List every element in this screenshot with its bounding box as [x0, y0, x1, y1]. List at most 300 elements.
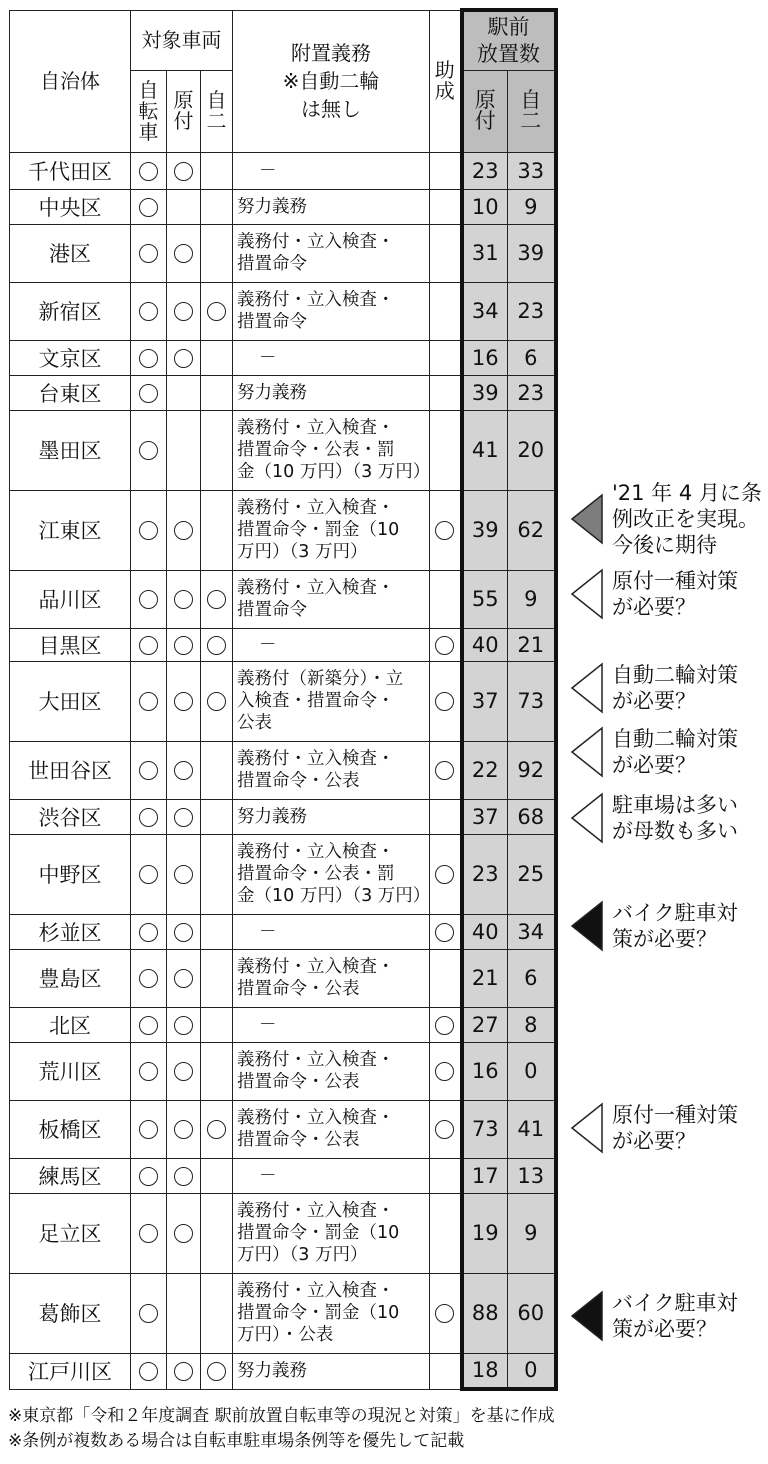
- vehicle-moto-cell: [201, 914, 233, 949]
- annotation-note: [570, 792, 738, 844]
- subsidy-cell: [430, 741, 462, 799]
- abandoned-moped-count: 31: [462, 224, 508, 282]
- abandoned-moto-count: 23: [508, 282, 556, 340]
- duty-text: 努力義務: [233, 375, 430, 410]
- duty-text: 義務付・立入検査・ 措置命令: [233, 282, 430, 340]
- vehicle-bike-cell: [131, 490, 167, 570]
- table-row: [10, 1007, 556, 1042]
- vehicle-moped-cell: [167, 1193, 201, 1273]
- duty-text: 努力義務: [233, 1353, 430, 1389]
- table-row: [10, 1100, 556, 1158]
- vehicle-moped-cell: [167, 570, 201, 628]
- circle-mark-icon: [174, 865, 193, 884]
- vehicle-moto-cell: [201, 375, 233, 410]
- subsidy-cell: [430, 340, 462, 375]
- abandoned-moped-count: 40: [462, 914, 508, 949]
- left-arrow-icon: [570, 480, 604, 558]
- subsidy-cell: [430, 410, 462, 490]
- circle-mark-icon: [139, 1224, 158, 1243]
- circle-mark-icon: [435, 1120, 454, 1139]
- circle-mark-icon: [139, 1120, 158, 1139]
- vehicle-bike-cell: [131, 1193, 167, 1273]
- header-bicycle: 自 転 車: [131, 70, 167, 152]
- table-row: [10, 834, 556, 914]
- circle-mark-icon: [207, 636, 226, 655]
- table-row: [10, 799, 556, 834]
- abandoned-moto-count: 34: [508, 914, 556, 949]
- vehicle-moto-cell: [201, 189, 233, 224]
- circle-mark-icon: [174, 761, 193, 780]
- annotation-note: [570, 568, 738, 620]
- circle-mark-icon: [139, 969, 158, 988]
- vehicle-bike-cell: [131, 152, 167, 189]
- header-motorcycle: 自 二: [201, 70, 233, 152]
- abandoned-moto-count: 6: [508, 949, 556, 1007]
- circle-mark-icon: [139, 1062, 158, 1081]
- circle-mark-icon: [174, 162, 193, 181]
- subsidy-cell: [430, 1007, 462, 1042]
- circle-mark-icon: [207, 302, 226, 321]
- vehicle-bike-cell: [131, 741, 167, 799]
- vehicle-moped-cell: [167, 375, 201, 410]
- circle-mark-icon: [174, 808, 193, 827]
- annotation-note: [570, 1102, 738, 1154]
- abandoned-moped-count: 88: [462, 1273, 508, 1353]
- circle-mark-icon: [139, 1362, 158, 1381]
- vehicle-moped-cell: [167, 949, 201, 1007]
- header-moped: 原 付: [167, 70, 201, 152]
- circle-mark-icon: [174, 1062, 193, 1081]
- abandoned-moto-count: 9: [508, 189, 556, 224]
- table-row: [10, 1273, 556, 1353]
- duty-text: 義務付・立入検査・ 措置命令・罰金（10 万円）・公表: [233, 1273, 430, 1353]
- duty-text: －: [233, 914, 430, 949]
- vehicle-moped-cell: [167, 914, 201, 949]
- table-row: [10, 189, 556, 224]
- abandoned-moto-count: 9: [508, 570, 556, 628]
- table-row: [10, 410, 556, 490]
- left-arrow-icon: [570, 726, 604, 778]
- abandoned-moped-count: 19: [462, 1193, 508, 1273]
- circle-mark-icon: [174, 244, 193, 263]
- circle-mark-icon: [139, 244, 158, 263]
- table-row: [10, 570, 556, 628]
- table-row: [10, 224, 556, 282]
- circle-mark-icon: [139, 761, 158, 780]
- vehicle-moped-cell: [167, 741, 201, 799]
- table-row: [10, 1353, 556, 1389]
- left-arrow-icon: [570, 900, 604, 952]
- circle-mark-icon: [435, 923, 454, 942]
- circle-mark-icon: [207, 590, 226, 609]
- subsidy-cell: [430, 189, 462, 224]
- vehicle-moped-cell: [167, 189, 201, 224]
- vehicle-moto-cell: [201, 1353, 233, 1389]
- municipality-name: 豊島区: [10, 949, 131, 1007]
- abandoned-moto-count: 33: [508, 152, 556, 189]
- footnote-source: ※東京都「令和２年度調査 駅前放置自転車等の現況と対策」を基に作成: [8, 1406, 555, 1426]
- vehicle-moped-cell: [167, 410, 201, 490]
- abandoned-moto-count: 92: [508, 741, 556, 799]
- table-row: [10, 628, 556, 661]
- table-row: [10, 490, 556, 570]
- table-row: [10, 340, 556, 375]
- municipality-name: 江戸川区: [10, 1353, 131, 1389]
- abandoned-moped-count: 23: [462, 152, 508, 189]
- subsidy-cell: [430, 1193, 462, 1273]
- vehicle-moto-cell: [201, 741, 233, 799]
- abandoned-moto-count: 23: [508, 375, 556, 410]
- duty-text: －: [233, 152, 430, 189]
- subsidy-cell: [430, 799, 462, 834]
- circle-mark-icon: [174, 1362, 193, 1381]
- circle-mark-icon: [174, 1016, 193, 1035]
- subsidy-cell: [430, 949, 462, 1007]
- vehicle-bike-cell: [131, 914, 167, 949]
- circle-mark-icon: [207, 1120, 226, 1139]
- municipality-table: [9, 8, 558, 1391]
- table-row: [10, 282, 556, 340]
- vehicle-moped-cell: [167, 1273, 201, 1353]
- municipality-name: 江東区: [10, 490, 131, 570]
- duty-text: 義務付・立入検査・ 措置命令・公表: [233, 1100, 430, 1158]
- subsidy-cell: [430, 224, 462, 282]
- vehicle-bike-cell: [131, 1100, 167, 1158]
- municipality-name: 足立区: [10, 1193, 131, 1273]
- circle-mark-icon: [174, 969, 193, 988]
- abandoned-moto-count: 13: [508, 1158, 556, 1193]
- annotation-note: [570, 900, 738, 952]
- circle-mark-icon: [174, 692, 193, 711]
- circle-mark-icon: [174, 1120, 193, 1139]
- circle-mark-icon: [174, 1167, 193, 1186]
- annotation-note: [570, 1290, 738, 1342]
- vehicle-bike-cell: [131, 661, 167, 741]
- table-row: [10, 914, 556, 949]
- vehicle-moped-cell: [167, 1353, 201, 1389]
- abandoned-moped-count: 39: [462, 490, 508, 570]
- duty-text: 義務付・立入検査・ 措置命令・公表: [233, 741, 430, 799]
- circle-mark-icon: [174, 521, 193, 540]
- vehicle-moped-cell: [167, 1042, 201, 1100]
- vehicle-moto-cell: [201, 1273, 233, 1353]
- municipality-name: 中央区: [10, 189, 131, 224]
- subsidy-cell: [430, 1273, 462, 1353]
- vehicle-moped-cell: [167, 628, 201, 661]
- vehicle-moto-cell: [201, 152, 233, 189]
- annotation-note: [570, 662, 738, 714]
- vehicle-moped-cell: [167, 661, 201, 741]
- circle-mark-icon: [139, 162, 158, 181]
- circle-mark-icon: [174, 349, 193, 368]
- circle-mark-icon: [435, 1304, 454, 1323]
- abandoned-moped-count: 18: [462, 1353, 508, 1389]
- subsidy-cell: [430, 490, 462, 570]
- table-row: [10, 1193, 556, 1273]
- circle-mark-icon: [435, 692, 454, 711]
- abandoned-moto-count: 0: [508, 1042, 556, 1100]
- vehicle-moto-cell: [201, 834, 233, 914]
- header-abandoned-moped: 原 付: [462, 70, 508, 152]
- abandoned-moped-count: 27: [462, 1007, 508, 1042]
- vehicle-moped-cell: [167, 834, 201, 914]
- left-arrow-icon: [570, 568, 604, 620]
- municipality-name: 世田谷区: [10, 741, 131, 799]
- abandoned-moped-count: 40: [462, 628, 508, 661]
- duty-text: 義務付・立入検査・ 措置命令・罰金（10 万円）（3 万円）: [233, 1193, 430, 1273]
- abandoned-moto-count: 8: [508, 1007, 556, 1042]
- abandoned-moto-count: 6: [508, 340, 556, 375]
- circle-mark-icon: [174, 1224, 193, 1243]
- circle-mark-icon: [139, 636, 158, 655]
- table-row: [10, 661, 556, 741]
- vehicle-moped-cell: [167, 1007, 201, 1042]
- vehicle-bike-cell: [131, 949, 167, 1007]
- abandoned-moto-count: 41: [508, 1100, 556, 1158]
- vehicle-bike-cell: [131, 834, 167, 914]
- annotation-text: '21 年 4 月に条 例改正を実現。 今後に期待: [612, 481, 762, 557]
- subsidy-cell: [430, 152, 462, 189]
- abandoned-moto-count: 0: [508, 1353, 556, 1389]
- circle-mark-icon: [207, 692, 226, 711]
- abandoned-moped-count: 55: [462, 570, 508, 628]
- circle-mark-icon: [139, 384, 158, 403]
- vehicle-moto-cell: [201, 1100, 233, 1158]
- circle-mark-icon: [435, 761, 454, 780]
- subsidy-cell: [430, 570, 462, 628]
- municipality-name: 目黒区: [10, 628, 131, 661]
- duty-text: 義務付・立入検査・ 措置命令・罰金（10 万円）（3 万円）: [233, 490, 430, 570]
- vehicle-moped-cell: [167, 224, 201, 282]
- abandoned-moto-count: 21: [508, 628, 556, 661]
- abandoned-moped-count: 37: [462, 799, 508, 834]
- vehicle-bike-cell: [131, 1007, 167, 1042]
- vehicle-bike-cell: [131, 628, 167, 661]
- subsidy-cell: [430, 834, 462, 914]
- vehicle-moto-cell: [201, 1007, 233, 1042]
- circle-mark-icon: [174, 636, 193, 655]
- circle-mark-icon: [174, 302, 193, 321]
- municipality-name: 台東区: [10, 375, 131, 410]
- abandoned-moped-count: 10: [462, 189, 508, 224]
- municipality-name: 港区: [10, 224, 131, 282]
- circle-mark-icon: [435, 521, 454, 540]
- table-row: [10, 1158, 556, 1193]
- left-arrow-icon: [570, 662, 604, 714]
- vehicle-bike-cell: [131, 189, 167, 224]
- left-arrow-icon: [570, 792, 604, 844]
- municipality-name: 大田区: [10, 661, 131, 741]
- annotation-text: 自動二輪対策 が必要？: [612, 663, 738, 713]
- duty-text: 義務付・立入検査・ 措置命令: [233, 224, 430, 282]
- vehicle-moto-cell: [201, 410, 233, 490]
- vehicle-moto-cell: [201, 1193, 233, 1273]
- municipality-name: 中野区: [10, 834, 131, 914]
- duty-text: －: [233, 1007, 430, 1042]
- subsidy-cell: [430, 628, 462, 661]
- table-row: [10, 375, 556, 410]
- abandoned-moped-count: 73: [462, 1100, 508, 1158]
- vehicle-moto-cell: [201, 340, 233, 375]
- left-arrow-icon: [570, 1290, 604, 1342]
- subsidy-cell: [430, 661, 462, 741]
- vehicle-moto-cell: [201, 224, 233, 282]
- abandoned-moped-count: 22: [462, 741, 508, 799]
- abandoned-moped-count: 17: [462, 1158, 508, 1193]
- abandoned-moped-count: 21: [462, 949, 508, 1007]
- left-arrow-icon: [570, 1102, 604, 1154]
- abandoned-moped-count: 34: [462, 282, 508, 340]
- vehicle-moped-cell: [167, 490, 201, 570]
- abandoned-moto-count: 68: [508, 799, 556, 834]
- header-abandoned: 駅前 放置数: [462, 10, 556, 70]
- duty-text: 努力義務: [233, 799, 430, 834]
- annotation-text: バイク駐車対 策が必要？: [612, 1291, 738, 1341]
- annotation-text: 自動二輪対策 が必要？: [612, 727, 738, 777]
- vehicle-bike-cell: [131, 799, 167, 834]
- abandoned-moped-count: 39: [462, 375, 508, 410]
- abandoned-moped-count: 41: [462, 410, 508, 490]
- municipality-name: 墨田区: [10, 410, 131, 490]
- circle-mark-icon: [207, 1362, 226, 1381]
- vehicle-bike-cell: [131, 570, 167, 628]
- annotation-text: 駐車場は多い が母数も多い: [612, 793, 738, 843]
- municipality-name: 荒川区: [10, 1042, 131, 1100]
- table-row: [10, 741, 556, 799]
- duty-text: 義務付・立入検査・ 措置命令・公表: [233, 949, 430, 1007]
- vehicle-bike-cell: [131, 224, 167, 282]
- vehicle-bike-cell: [131, 1273, 167, 1353]
- circle-mark-icon: [435, 1016, 454, 1035]
- vehicle-moped-cell: [167, 799, 201, 834]
- municipality-name: 葛飾区: [10, 1273, 131, 1353]
- vehicle-moped-cell: [167, 152, 201, 189]
- circle-mark-icon: [139, 808, 158, 827]
- municipality-name: 品川区: [10, 570, 131, 628]
- circle-mark-icon: [139, 349, 158, 368]
- subsidy-cell: [430, 1042, 462, 1100]
- vehicle-bike-cell: [131, 1158, 167, 1193]
- vehicle-moped-cell: [167, 340, 201, 375]
- abandoned-moto-count: 25: [508, 834, 556, 914]
- duty-text: 努力義務: [233, 189, 430, 224]
- subsidy-cell: [430, 1158, 462, 1193]
- vehicle-moto-cell: [201, 282, 233, 340]
- circle-mark-icon: [139, 441, 158, 460]
- vehicle-moped-cell: [167, 1158, 201, 1193]
- vehicle-moto-cell: [201, 1158, 233, 1193]
- vehicle-moto-cell: [201, 1042, 233, 1100]
- abandoned-moto-count: 9: [508, 1193, 556, 1273]
- abandoned-moto-count: 73: [508, 661, 556, 741]
- vehicle-bike-cell: [131, 1353, 167, 1389]
- circle-mark-icon: [435, 636, 454, 655]
- municipality-name: 千代田区: [10, 152, 131, 189]
- table-row: [10, 152, 556, 189]
- vehicle-bike-cell: [131, 340, 167, 375]
- duty-text: －: [233, 628, 430, 661]
- header-vehicles: 対象車両: [131, 10, 233, 70]
- abandoned-moped-count: 16: [462, 1042, 508, 1100]
- abandoned-moto-count: 39: [508, 224, 556, 282]
- vehicle-moto-cell: [201, 661, 233, 741]
- abandoned-moto-count: 20: [508, 410, 556, 490]
- vehicle-moto-cell: [201, 490, 233, 570]
- subsidy-cell: [430, 375, 462, 410]
- annotation-note: [570, 726, 738, 778]
- vehicle-moto-cell: [201, 570, 233, 628]
- duty-text: 義務付・立入検査・ 措置命令・公表・罰 金（10 万円）（3 万円）: [233, 410, 430, 490]
- table-row: [10, 949, 556, 1007]
- circle-mark-icon: [139, 521, 158, 540]
- duty-text: 義務付・立入検査・ 措置命令・公表・罰 金（10 万円）（3 万円）: [233, 834, 430, 914]
- subsidy-cell: [430, 282, 462, 340]
- duty-text: 義務付・立入検査・ 措置命令・公表: [233, 1042, 430, 1100]
- abandoned-moped-count: 23: [462, 834, 508, 914]
- header-abandoned-moto: 自 二: [508, 70, 556, 152]
- annotation-note: [570, 480, 762, 558]
- table-row: [10, 1042, 556, 1100]
- circle-mark-icon: [139, 1016, 158, 1035]
- circle-mark-icon: [139, 923, 158, 942]
- duty-text: －: [233, 340, 430, 375]
- municipality-name: 新宿区: [10, 282, 131, 340]
- circle-mark-icon: [174, 590, 193, 609]
- circle-mark-icon: [139, 865, 158, 884]
- duty-text: －: [233, 1158, 430, 1193]
- annotation-text: バイク駐車対 策が必要？: [612, 901, 738, 951]
- vehicle-moto-cell: [201, 628, 233, 661]
- subsidy-cell: [430, 1353, 462, 1389]
- municipality-name: 練馬区: [10, 1158, 131, 1193]
- vehicle-bike-cell: [131, 410, 167, 490]
- circle-mark-icon: [139, 198, 158, 217]
- circle-mark-icon: [174, 923, 193, 942]
- annotation-text: 原付一種対策 が必要？: [612, 1103, 738, 1153]
- header-subsidy: 助 成: [430, 10, 462, 152]
- abandoned-moto-count: 62: [508, 490, 556, 570]
- vehicle-bike-cell: [131, 1042, 167, 1100]
- annotation-text: 原付一種対策 が必要？: [612, 569, 738, 619]
- duty-text: 義務付（新築分）・立 入検査・措置命令・ 公表: [233, 661, 430, 741]
- municipality-name: 板橋区: [10, 1100, 131, 1158]
- vehicle-moto-cell: [201, 799, 233, 834]
- municipality-name: 渋谷区: [10, 799, 131, 834]
- circle-mark-icon: [435, 1062, 454, 1081]
- vehicle-moped-cell: [167, 282, 201, 340]
- circle-mark-icon: [139, 302, 158, 321]
- footnote-priority: ※条例が複数ある場合は自転車駐車場条例等を優先して記載: [8, 1431, 465, 1451]
- abandoned-moped-count: 37: [462, 661, 508, 741]
- vehicle-moped-cell: [167, 1100, 201, 1158]
- duty-text: 義務付・立入検査・ 措置命令: [233, 570, 430, 628]
- municipality-name: 杉並区: [10, 914, 131, 949]
- subsidy-cell: [430, 1100, 462, 1158]
- circle-mark-icon: [139, 692, 158, 711]
- abandoned-moped-count: 16: [462, 340, 508, 375]
- vehicle-moto-cell: [201, 949, 233, 1007]
- header-municipality: 自治体: [10, 10, 131, 152]
- subsidy-cell: [430, 914, 462, 949]
- circle-mark-icon: [139, 590, 158, 609]
- municipality-name: 文京区: [10, 340, 131, 375]
- vehicle-bike-cell: [131, 282, 167, 340]
- abandoned-moto-count: 60: [508, 1273, 556, 1353]
- municipality-name: 北区: [10, 1007, 131, 1042]
- circle-mark-icon: [139, 1304, 158, 1323]
- header-duty: 附置義務 ※自動二輪 は無し: [233, 10, 430, 152]
- vehicle-bike-cell: [131, 375, 167, 410]
